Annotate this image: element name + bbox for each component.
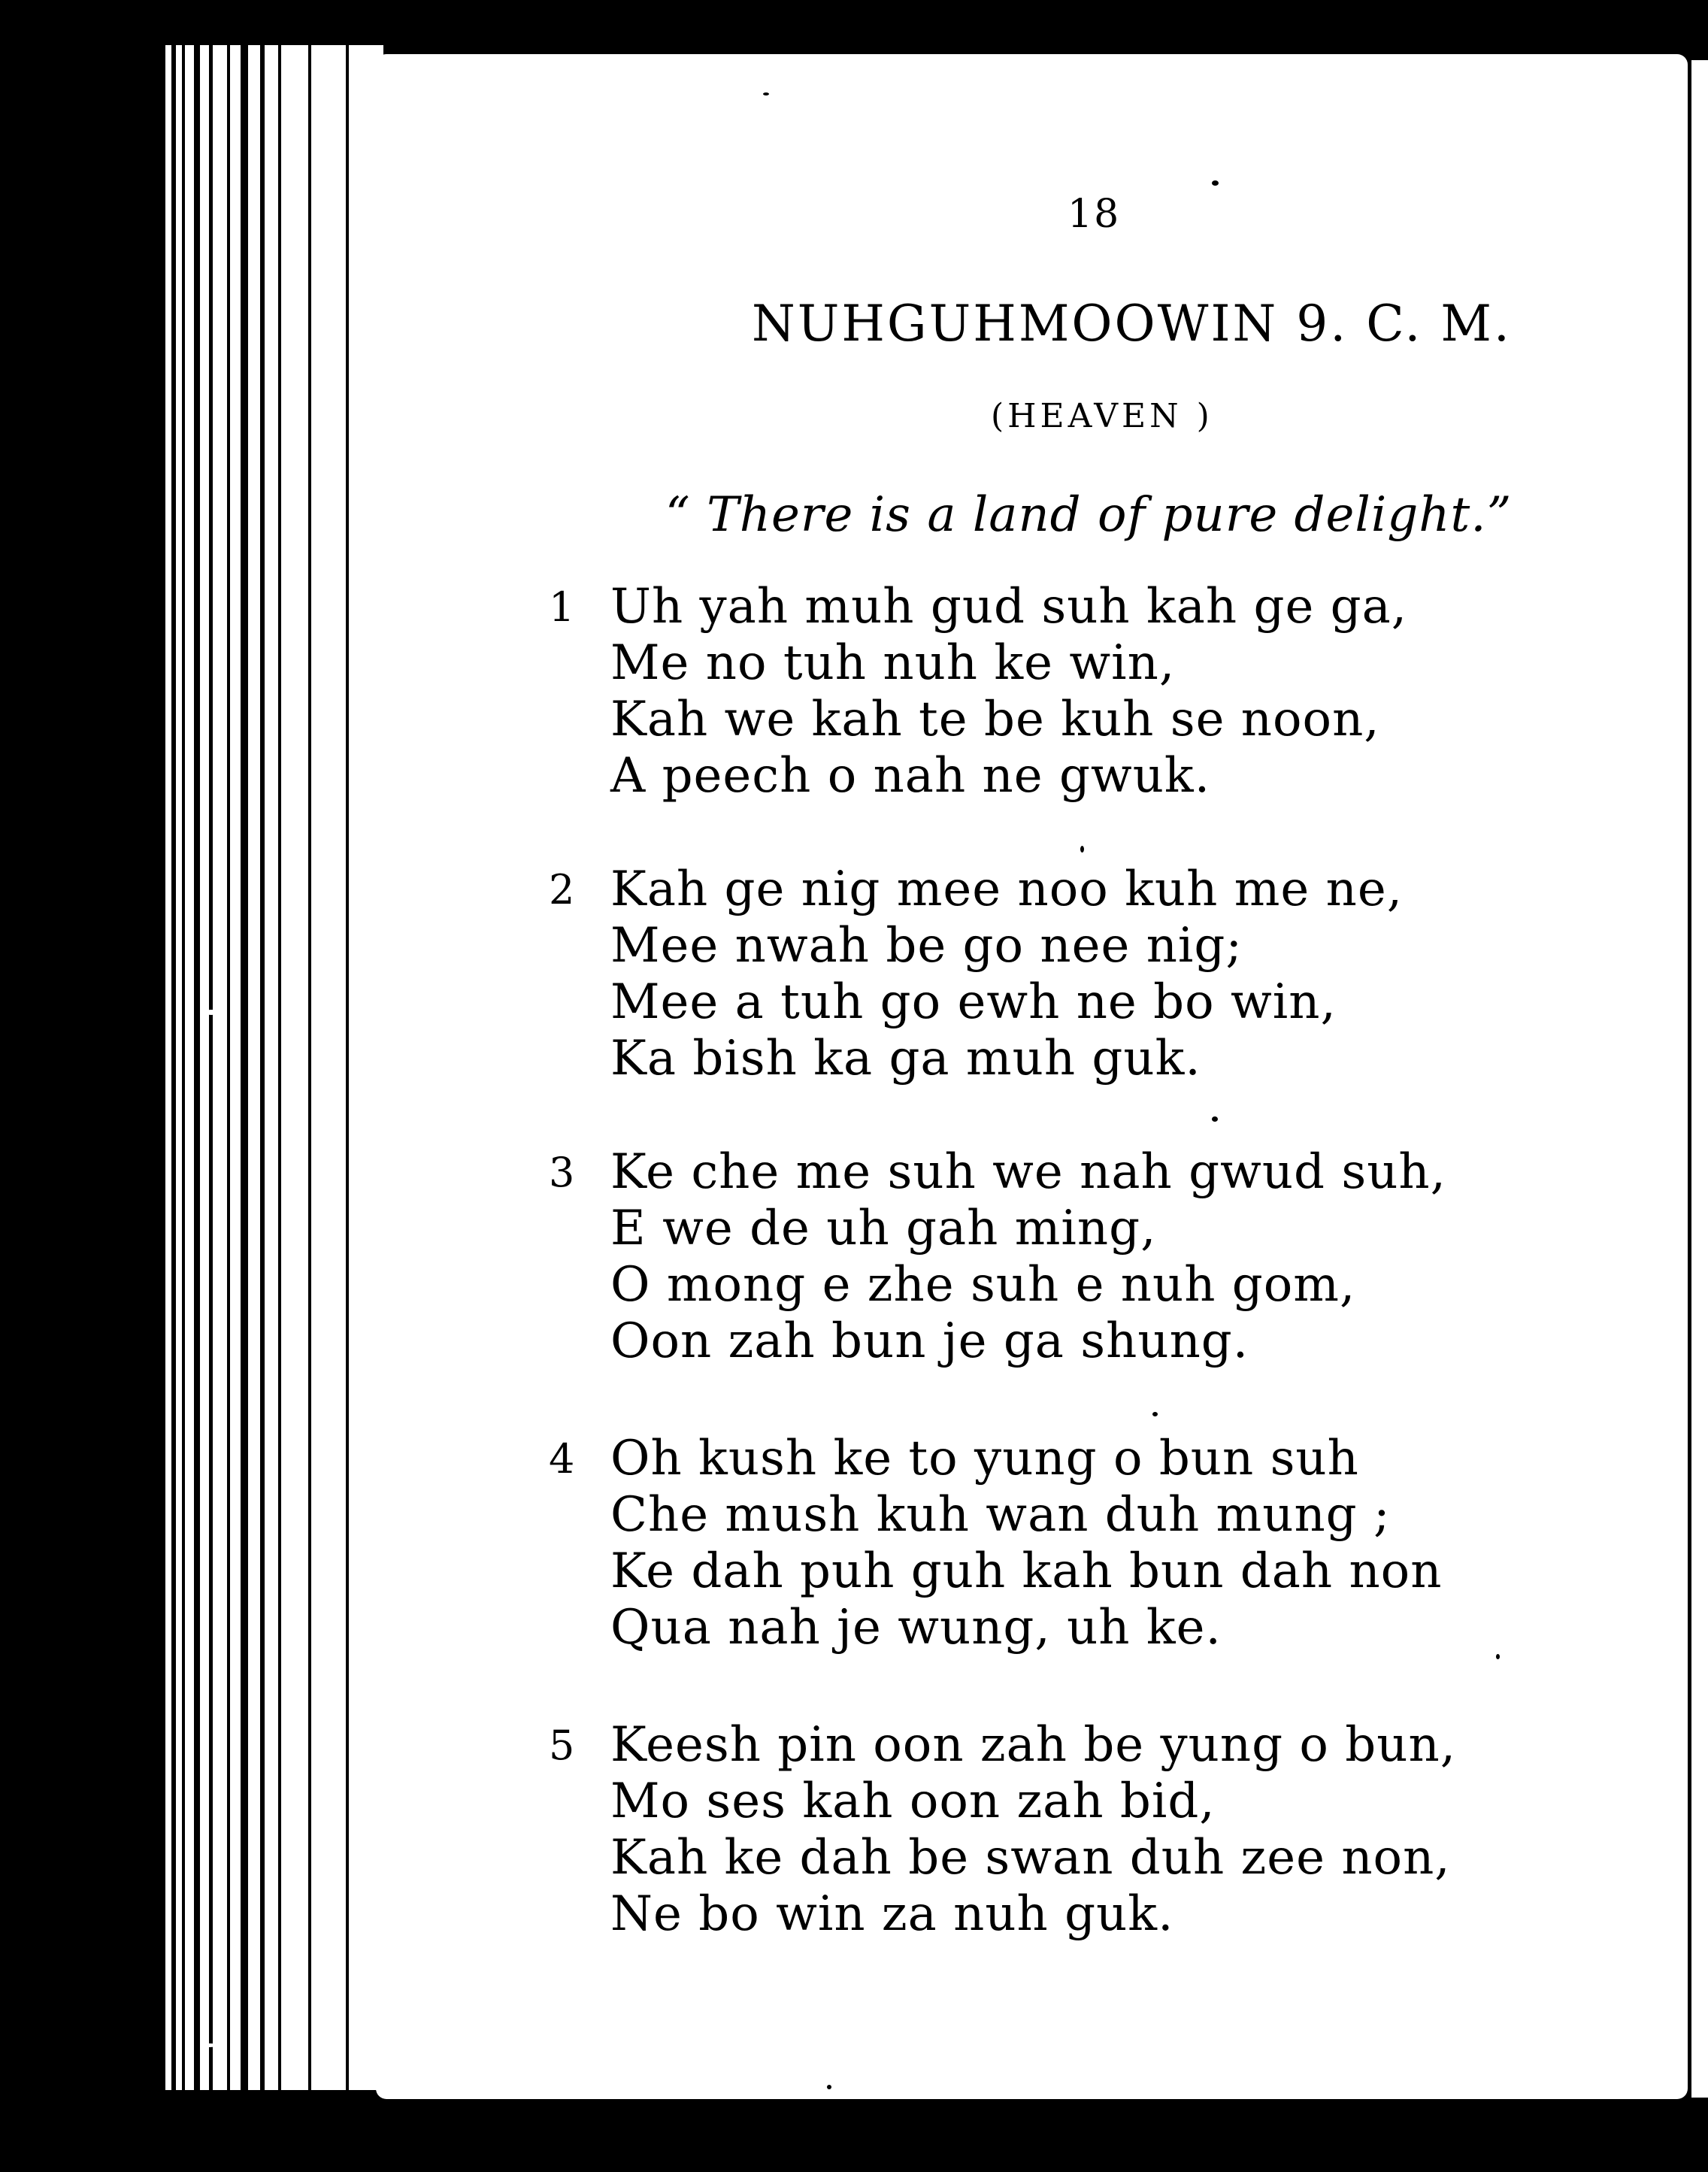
hymn-first-line: “ There is a land of pure delight.”: [665, 487, 1513, 543]
verse-line: Che mush kuh wan duh mung ;: [610, 1487, 1391, 1543]
verse-number: 2: [549, 866, 575, 913]
book-binding: [165, 45, 383, 2090]
verse-line: Me no tuh nuh ke win,: [610, 635, 1176, 691]
verse-line: Mee nwah be go nee nig;: [610, 918, 1243, 974]
verse-line: Keesh pin oon zah be yung o bun,: [610, 1717, 1457, 1773]
scan-speck: [1496, 1654, 1500, 1659]
verse-line: Oh kush ke to yung o bun suh: [610, 1431, 1359, 1486]
scan-speck: [204, 1010, 218, 1015]
scan-speck: [763, 92, 769, 95]
verse-lines: [610, 1717, 1456, 1943]
scan-speck: [1080, 846, 1084, 853]
verse-line: Kah we kah te be kuh se noon,: [610, 692, 1380, 747]
verse-line: Kah ge nig mee noo kuh me ne,: [610, 862, 1404, 917]
scan-speck: [827, 2085, 831, 2089]
hymn-title: NUHGUHMOOWIN 9. C. M.: [752, 295, 1512, 353]
verse-line: Ka bish ka ga muh guk.: [610, 1031, 1201, 1086]
right-page-edge: [1691, 60, 1708, 2098]
verse-number: 4: [549, 1435, 575, 1483]
verse-lines: [610, 1431, 1442, 1656]
verse-line: E we de uh gah ming,: [610, 1201, 1157, 1256]
verse-line: Ke dah puh guh kah bun dah non: [610, 1543, 1443, 1599]
hymn-subtitle: (HEAVEN ): [991, 397, 1213, 435]
verse-number: 5: [549, 1722, 575, 1769]
verse-line: Mee a tuh go ewh ne bo win,: [610, 974, 1337, 1030]
scan-speck: [1152, 1412, 1158, 1416]
verse-lines: [610, 1144, 1446, 1370]
verse-line: Oon zah bun je ga shung.: [610, 1313, 1249, 1369]
verse-line: Ke che me suh we nah gwud suh,: [610, 1144, 1446, 1200]
verse-lines: [610, 579, 1407, 804]
verse-line: Kah ke dah be swan duh zee non,: [610, 1830, 1451, 1886]
verse-line: Ne bo win za nuh guk.: [610, 1886, 1174, 1942]
verse-number: 1: [549, 583, 575, 631]
scan-speck: [1212, 180, 1219, 186]
verse-lines: [610, 862, 1403, 1087]
verse-line: Mo ses kah oon zah bid,: [610, 1774, 1216, 1829]
scan-speck: [1212, 1116, 1218, 1122]
scan-speck: [203, 2043, 217, 2047]
verse-line: Qua nah je wung, uh ke.: [610, 1600, 1222, 1656]
verse-line: A peech o nah ne gwuk.: [610, 748, 1211, 804]
verse-number: 3: [549, 1149, 575, 1196]
verse-line: Uh yah muh gud suh kah ge ga,: [610, 579, 1408, 635]
verse-line: O mong e zhe suh e nuh gom,: [610, 1257, 1356, 1313]
page-number: 18: [1068, 192, 1121, 237]
